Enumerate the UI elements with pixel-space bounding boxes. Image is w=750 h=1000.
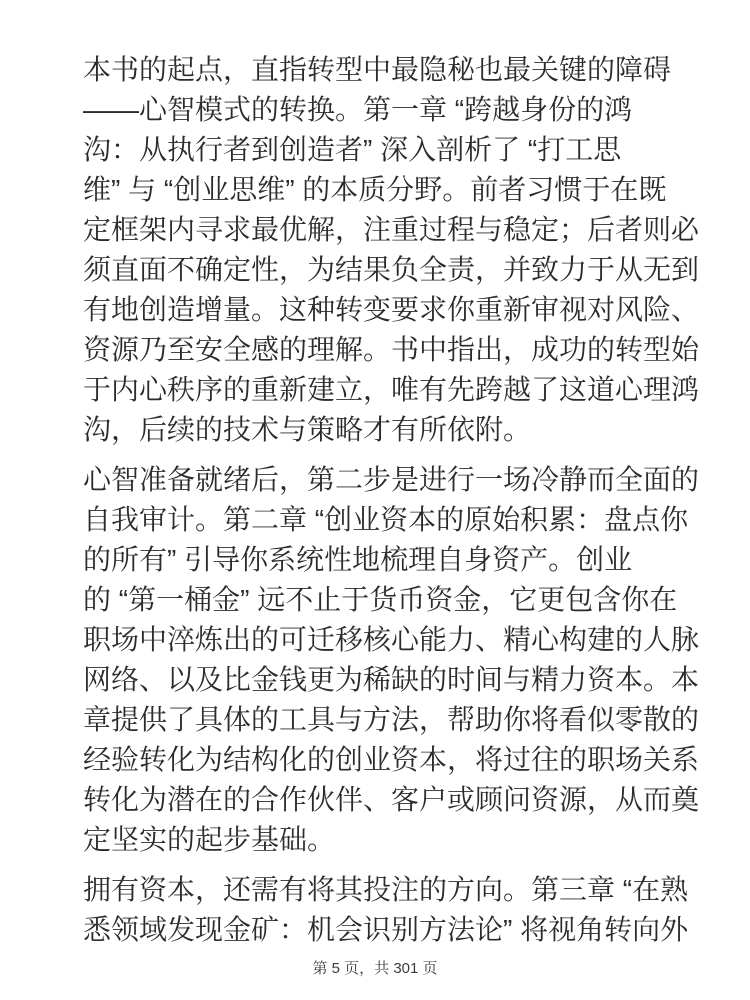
text-line: 定框架内寻求最优解，注重过程与稳定；后者则必 bbox=[83, 214, 700, 245]
text-line: ——心智模式的转换。第一章 “跨越身份的鸿 bbox=[83, 94, 633, 125]
text-line: 沟，后续的技术与策略才有所依附。 bbox=[83, 414, 532, 445]
text-line: 于内心秩序的重新建立，唯有先跨越了这道心理鸿 bbox=[83, 374, 700, 405]
text-line: 资源乃至安全感的理解。书中指出，成功的转型始 bbox=[83, 334, 700, 365]
text-line: 经验转化为结构化的创业资本，将过往的职场关系 bbox=[83, 744, 700, 775]
text-line: 职场中淬炼出的可迁移核心能力、精心构建的人脉 bbox=[83, 624, 700, 655]
text-line: 本书的起点，直指转型中最隐秘也最关键的障碍 bbox=[83, 54, 672, 85]
text-line: 的 “第一桶金” 远不止于货币资金，它更包含你在 bbox=[83, 584, 678, 615]
text-line: 网络、以及比金钱更为稀缺的时间与精力资本。本 bbox=[83, 664, 700, 695]
text-line: 沟：从执行者到创造者” 深入剖析了 “打工思 bbox=[83, 134, 622, 165]
paragraph bbox=[83, 50, 700, 450]
text-line: 维” 与 “创业思维” 的本质分野。前者习惯于在既 bbox=[83, 174, 667, 205]
text-line: 拥有资本，还需有将其投注的方向。第三章 “在熟 bbox=[83, 874, 689, 905]
text-line: 转化为潜在的合作伙伴、客户或顾问资源，从而奠 bbox=[83, 784, 700, 815]
paragraph bbox=[83, 460, 700, 860]
text-line: 心智准备就绪后，第二步是进行一场冷静而全面的 bbox=[83, 464, 700, 495]
text-line: 自我审计。第二章 “创业资本的原始积累：盘点你 bbox=[83, 504, 689, 535]
paragraph bbox=[83, 870, 689, 950]
text-line: 的所有” 引导你系统性地梳理自身资产。创业 bbox=[83, 544, 633, 575]
page-number-indicator: 第 5 页，共 301 页 bbox=[312, 960, 438, 977]
text-line: 定坚实的起步基础。 bbox=[83, 824, 336, 855]
text-line: 悉领域发现金矿：机会识别方法论” 将视角转向外 bbox=[83, 914, 689, 945]
text-line: 章提供了具体的工具与方法，帮助你将看似零散的 bbox=[83, 704, 700, 735]
text-line: 须直面不确定性，为结果负全责，并致力于从无到 bbox=[83, 254, 700, 285]
text-line: 有地创造增量。这种转变要求你重新审视对风险、 bbox=[83, 294, 700, 325]
